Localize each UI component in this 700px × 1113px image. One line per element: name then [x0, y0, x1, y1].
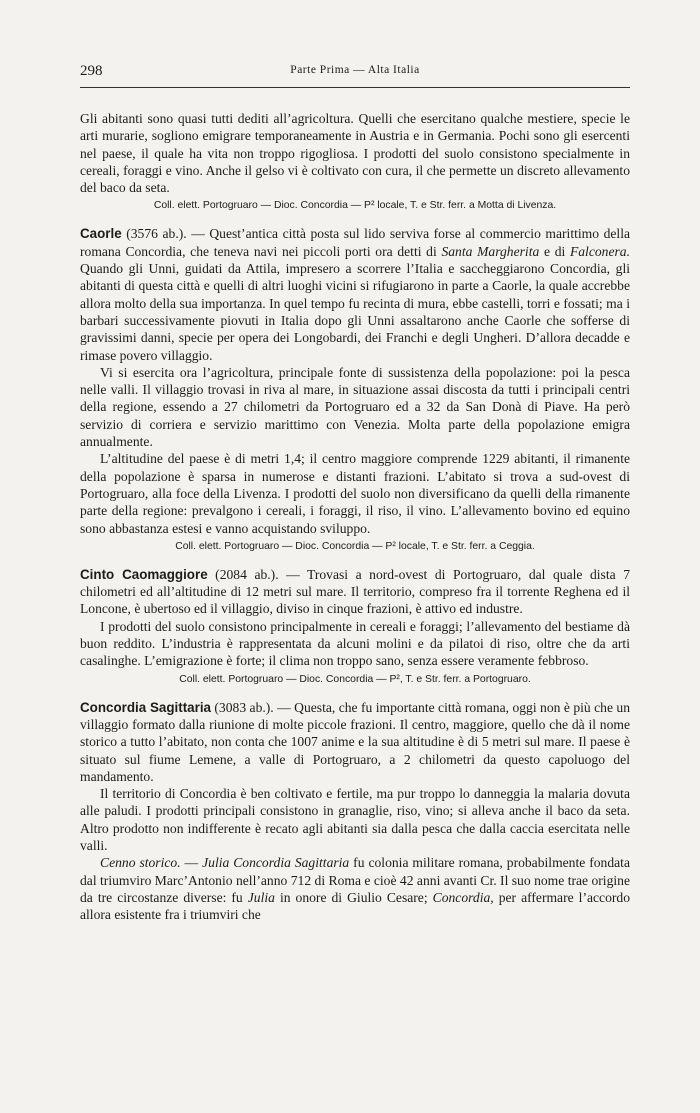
concordia-paragraph-3: [80, 854, 630, 923]
intro-section: [80, 110, 630, 213]
intro-paragraph: Gli abitanti sono quasi tutti dediti all’agricoltura. Quelli che esercitano qualche mestiere, specie le arti murarie, sogliono emigrare temporaneamente in Austria e in Germania. Pochi sono gli esercenti nel paese, il quale ha vita non troppo rigogliosa. I prodotti del suolo consistono specialmente in cereali, foraggi e vino. Anche il gelso vi è coltivato con cura, il che permette un discreto allevamento del baco da seta.: [80, 111, 630, 196]
concordia-paragraph-1: [80, 699, 630, 785]
concordia-dash: —: [180, 855, 203, 871]
concordia-text-b: fu colonia militare romana, probabilmente fondata dal triumviro Marc’Antonio nell’anno 712 di Roma e cioè 42 anni avanti Cr. Il suo nome trae origine da tre circostanze diverse: fu: [80, 855, 630, 905]
caorle-text-b: e di: [539, 243, 570, 259]
caorle-paragraph-1: [80, 225, 630, 363]
header-rule: [80, 87, 630, 88]
concordia-text-a: (3083 ab.). — Questa, che fu importante città romana, oggi non è più che un villaggio formato dalla riunione di molte piccole frazioni. Il centro, maggiore, quello che dà il nome storico a tutto l’abitato, non conta che 1007 anime e la sua altitudine è di 5 metri sul mare. Il paese è situato sul fiume Lemene, a valle di Portogruaro, a 2 chilometri da questo capoluogo del mandamento.: [80, 699, 630, 784]
page-number: 298: [80, 63, 103, 79]
cinto-note: Coll. elett. Portogruaro — Dioc. Concordia — P², T. e Str. ferr. a Portogruaro.: [179, 673, 531, 685]
concordia-heading: Concordia Sagittaria: [80, 699, 211, 715]
cinto-paragraph-2: I prodotti del suolo consistono principalmente in cereali e foraggi; l’allevamento del bestiame dà buon reddito. L’industria è rappresentata da alcuni molini e da pilatoi di riso, oltre che da arti casalinghe. L’emigrazione è forte; il clima non troppo sano, senza essere veramente febbroso.: [80, 618, 630, 669]
caorle-heading: Caorle: [80, 226, 122, 242]
intro-note: Coll. elett. Portogruaro — Dioc. Concordia — P² locale, T. e Str. ferr. a Motta di Livenza.: [153, 200, 557, 212]
book-page: [80, 58, 630, 923]
page-body: [80, 110, 630, 923]
concordia-italic-julia: Julia: [247, 889, 275, 905]
concordia-italic-julia-concordia-sagittaria: Julia Concordia Sagittaria: [202, 855, 350, 871]
cinto-text-a: (2084 ab.). — Trovasi a nord-ovest di Portogruaro, dal quale dista 7 chilometri ed all’altitudine di 12 metri sul mare. Il territorio, compreso fra il torrente Reghena ed il Loncone, è ubertoso ed il villaggio, diviso in cinque frazioni, è attivo ed industre.: [80, 566, 630, 617]
caorle-italic-falconera: Falconera.: [569, 243, 630, 259]
cinto-paragraph-1: [80, 566, 630, 618]
running-title: Parte Prima — Alta Italia: [290, 64, 420, 76]
caorle-paragraph-3: L’altitudine del paese è di metri 1,4; il centro maggiore comprende 1229 abitanti, il rimanente della popolazione è sparsa in numerose e distanti frazioni. L’abitato si trova a sud-ovest di Portogruaro, alla foce della Livenza. I prodotti del suolo non diversificano da quelli della rimanente parte della regione: prevalgono i cereali, i foraggi, il riso, il vino. L’allevamento bovino ed equino sono abbastanza estesi e vanno acquistando sviluppo.: [80, 451, 630, 536]
cenno-storico-label: Cenno storico.: [100, 855, 181, 871]
concordia-italic-concordia: Concordia,: [432, 889, 494, 905]
concordia-text-c: in onore di Giulio Cesare;: [274, 889, 433, 905]
entry-concordia-sagittaria: [80, 699, 630, 924]
page-header: [80, 58, 630, 88]
cinto-heading: Cinto Caomaggiore: [80, 566, 208, 582]
concordia-text-d: per affermare l’accordo allora esistente fra i triumviri che: [80, 889, 630, 923]
caorle-italic-santa-margherita: Santa Margherita: [441, 243, 540, 259]
caorle-note: Coll. elett. Portogruaro — Dioc. Concordia — P² locale, T. e Str. ferr. a Ceggia.: [175, 540, 535, 552]
entry-cinto-caomaggiore: [80, 566, 630, 687]
concordia-paragraph-2: Il territorio di Concordia è ben coltivato e fertile, ma pur troppo lo danneggia la malaria dovuta alle paludi. I prodotti principali consistono in granaglie, riso, vino; si alleva anche il baco da seta. Altro prodotto non indifferente è recato agli abitanti sia dalla pesca che dalla caccia esercitata nelle valli.: [80, 786, 630, 853]
entry-caorle: [80, 225, 630, 553]
caorle-text-c: Quando gli Unni, guidati da Attila, impresero a scorrere l’Italia e saccheggiarono Concordia, gli abitanti di questa città e quelli di altri luoghi vicini si rifugiarono in parte a Caorle, la quale accrebbe allora molto della sua importanza. In quel tempo fu recinta di mura, ebbe castelli, torri e fossati; ma i barbari successivamente piovuti in Italia dopo gli Unni assaltarono anche Caorle che sofferse di gravissimi danni, specie per opera dei Longobardi, dei Franchi e degli Ungheri. D’allora decadde e rimase povero villaggio.: [80, 261, 630, 363]
caorle-text-a: (3576 ab.). — Quest’antica città posta sul lido serviva forse al commercio marittimo della romana Concordia, che teneva navi nei piccoli porti ora detti di: [80, 226, 630, 259]
caorle-paragraph-2: Vi si esercita ora l’agricoltura, principale fonte di sussistenza della popolazione: poi la pesca nelle valli. Il villaggio trovasi in riva al mare, in situazione assai discosta da tutti i principali centri della regione, essendo a 27 chilometri da Portogruaro ed a 32 da San Donà di Piave. Ha però servizio di corriera e servizio marittimo con Venezia. Molta parte della popolazione emigra annualmente.: [80, 364, 630, 450]
